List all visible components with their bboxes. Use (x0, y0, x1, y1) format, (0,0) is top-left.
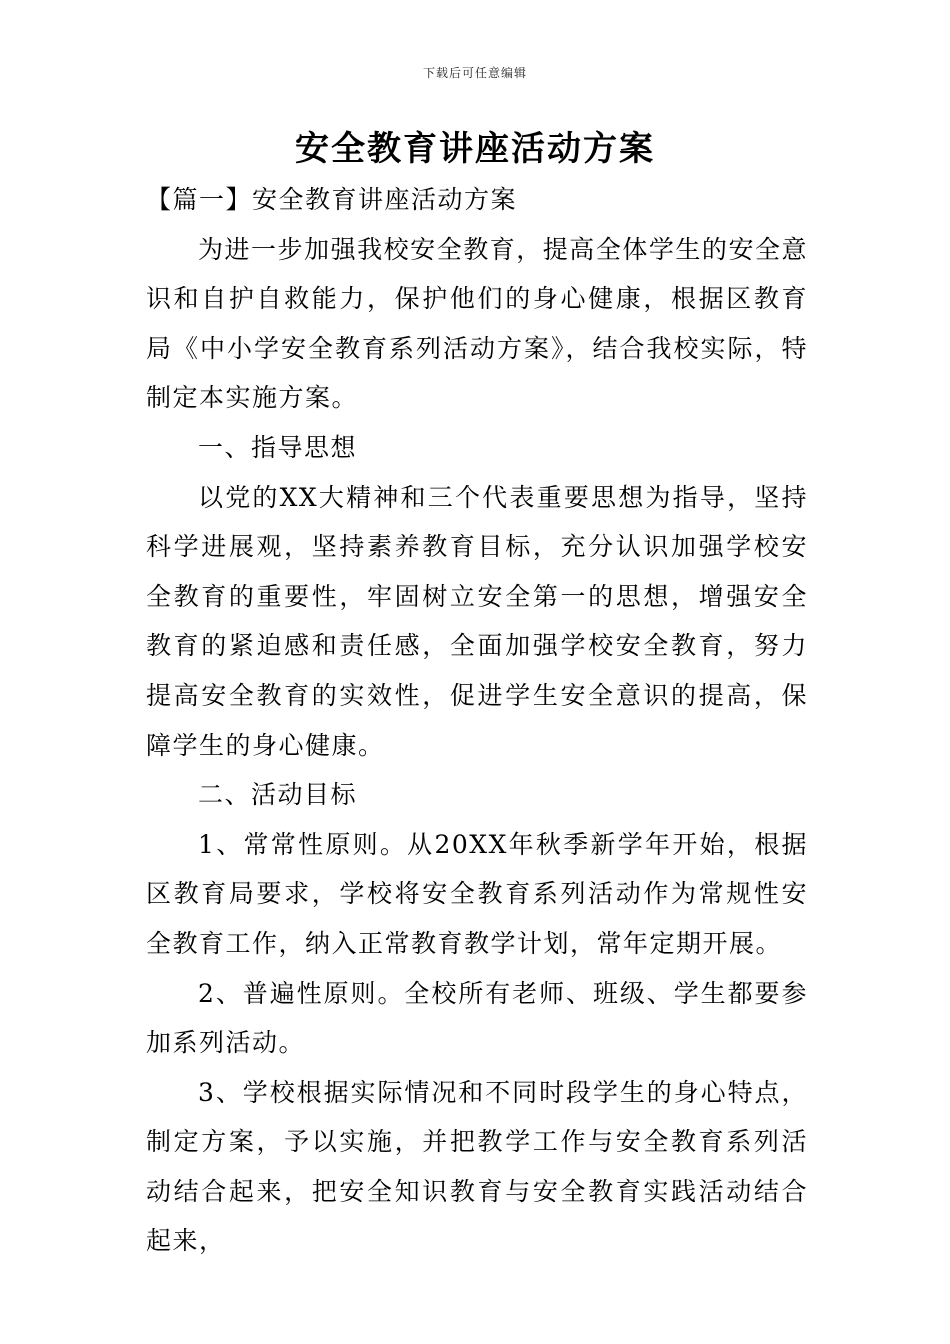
section-heading-guiding-thought: 一、指导思想 (198, 432, 358, 462)
goal-item-3: 3、学校根据实际情况和不同时段学生的身心特点，制定方案，予以实施，并把教学工作与安全教育系列活动结合起来，把安全知识教育与安全教育实践活动结合起来， (146, 1077, 808, 1256)
goal-item-1: 1、常常性原则。从20XX年秋季新学年开始，根据区教育局要求，学校将安全教育系列活动作为常规性安全教育工作，纳入正常教育教学计划，常年定期开展。 (146, 829, 808, 958)
intro-paragraph: 为进一步加强我校安全教育，提高全体学生的安全意识和自护自救能力，保护他们的身心健康，根据区教育局《中小学安全教育系列活动方案》，结合我校实际，特制定本实施方案。 (146, 234, 808, 413)
goal-item-2: 2、普遍性原则。全校所有老师、班级、学生都要参加系列活动。 (146, 978, 808, 1058)
section-heading-activity-goals: 二、活动目标 (198, 780, 358, 810)
part-heading: 【篇一】安全教育讲座活动方案 (146, 185, 518, 214)
header-note: 下载后可任意编辑 (422, 66, 527, 80)
guiding-thought-paragraph: 以党的XX大精神和三个代表重要思想为指导，坚持科学进展观，坚持素养教育目标，充分认识加强学校安全教育的重要性，牢固树立安全第一的思想，增强安全教育的紧迫感和责任感，全面加强学校安全教育，努力提高安全教育的实效性，促进学生安全意识的提高，保障学生的身心健康。 (146, 482, 808, 760)
document-body (146, 175, 808, 1266)
document-title: 安全教育讲座活动方案 (295, 129, 655, 169)
